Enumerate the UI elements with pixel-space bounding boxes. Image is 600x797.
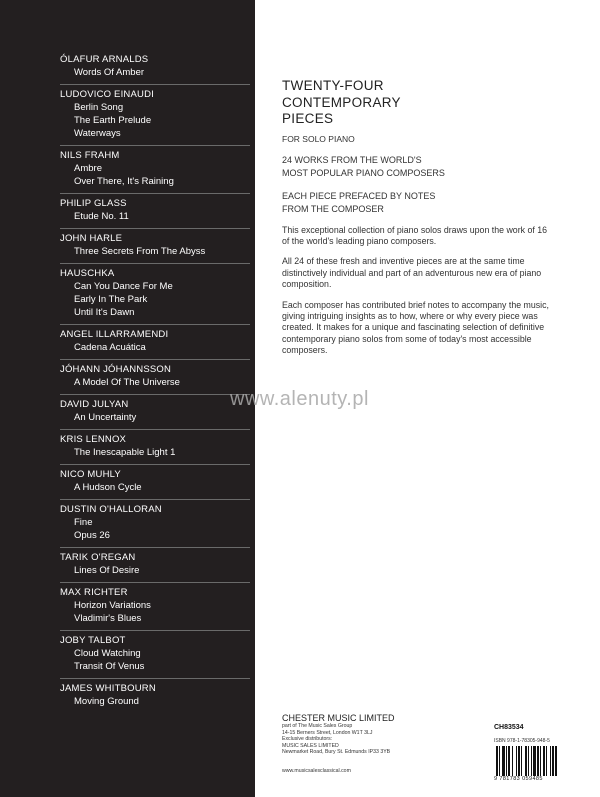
piece-title: Etude No. 11: [74, 211, 129, 222]
piece-title: Transit Of Venus: [74, 661, 145, 672]
piece-title: Opus 26: [74, 530, 110, 541]
piece-title: A Hudson Cycle: [74, 482, 142, 493]
piece-title: Three Secrets From The Abyss: [74, 246, 206, 257]
composer-entry: [60, 264, 250, 325]
composer-name: NILS FRAHM: [60, 150, 120, 161]
barcode-bar: [540, 746, 541, 776]
barcode-bar: [552, 746, 554, 776]
composer-entry: [60, 679, 250, 713]
composer-entry: [60, 50, 250, 85]
composer-entry: [60, 194, 250, 229]
composer-name: JOBY TALBOT: [60, 635, 126, 646]
composer-entry: [60, 360, 250, 395]
piece-title: The Earth Prelude: [74, 115, 152, 126]
title-line: CONTEMPORARY: [282, 94, 401, 110]
composer-entry: [60, 500, 250, 548]
piece-title: Waterways: [74, 128, 121, 139]
composer-name: ANGEL ILLARRAMENDI: [60, 329, 169, 340]
composer-entry: [60, 325, 250, 360]
barcode-bar: [506, 746, 507, 776]
barcode-bar: [537, 746, 539, 776]
tagline: [282, 154, 552, 180]
piece-title: Words Of Amber: [74, 67, 145, 78]
composer-name: PHILIP GLASS: [60, 198, 127, 209]
composer-name: LUDOVICO EINAUDI: [60, 89, 154, 100]
barcode-bar: [531, 746, 532, 776]
barcode-bar: [543, 746, 545, 776]
composer-entry: [60, 430, 250, 465]
piece-title: Horizon Variations: [74, 600, 151, 611]
description-paragraph: All 24 of these fresh and inventive pieces are at the same time distinctively individual and part of an adventurous new era of piano composition.: [282, 256, 542, 290]
piece-title: Cloud Watching: [74, 648, 141, 659]
preface-line: FROM THE COMPOSER: [282, 203, 384, 214]
piece-title: Until It's Dawn: [74, 307, 135, 318]
barcode-bar: [512, 746, 513, 776]
title-line: PIECES: [282, 111, 334, 126]
tagline-line: MOST POPULAR PIANO COMPOSERS: [282, 167, 445, 178]
description-paragraph: This exceptional collection of piano solos draws upon the work of 16 of the world's leading piano composers.: [282, 224, 548, 246]
piece-title: Cadena Acuática: [74, 342, 146, 353]
composer-entry: [60, 146, 250, 194]
barcode-number: 9 781783 059485: [494, 776, 543, 782]
composer-entry: [60, 465, 250, 500]
barcode-bar: [528, 746, 529, 776]
composer-name: TARIK O'REGAN: [60, 552, 136, 563]
publisher-line: MUSIC SALES LIMITED: [282, 742, 339, 749]
catalogue-number: CH83534: [494, 724, 524, 731]
piece-title: Early In The Park: [74, 294, 148, 305]
contents-list: [60, 50, 250, 713]
sidebar-contents-panel: [0, 0, 255, 797]
publisher-name: CHESTER MUSIC LIMITED: [282, 713, 395, 723]
title-line: TWENTY-FOUR: [282, 78, 384, 93]
composer-entry: [60, 548, 250, 583]
composer-entry: [60, 85, 250, 146]
composer-entry: [60, 583, 250, 631]
composer-name: JOHN HARLE: [60, 233, 123, 244]
publisher-line: part of The Music Sales Group: [282, 723, 353, 729]
piece-title: Lines Of Desire: [74, 565, 140, 576]
composer-name: JÓHANN JÓHANNSSON: [60, 364, 172, 375]
barcode-bar: [550, 746, 551, 776]
barcode-bar: [521, 746, 522, 776]
composer-entry: [60, 229, 250, 264]
composer-name: MAX RICHTER: [60, 587, 128, 598]
piece-title: Ambre: [74, 163, 102, 174]
barcode-bar: [533, 746, 536, 776]
book-title: [282, 78, 552, 128]
piece-title: Can You Dance For Me: [74, 281, 173, 292]
piece-title: Vladimir's Blues: [74, 613, 142, 624]
composer-entry: [60, 395, 250, 430]
publisher-url: www.musicsalesclassical.com: [282, 767, 351, 774]
isbn-number: ISBN 978-1-78305-948-5: [494, 738, 550, 744]
barcode-bar: [546, 746, 547, 776]
publisher-block: [282, 713, 472, 774]
piece-title: Moving Ground: [74, 696, 139, 707]
piece-title: The Inescapable Light 1: [74, 447, 176, 458]
tagline-line: 24 WORKS FROM THE WORLD'S: [282, 154, 422, 165]
piece-title: Over There, It's Raining: [74, 176, 174, 187]
composer-name: ÓLAFUR ARNALDS: [60, 54, 149, 65]
composer-name: JAMES WHITBOURN: [60, 683, 156, 694]
publisher-line: Newmarket Road, Bury St. Edmunds IP33 3YB: [282, 749, 391, 756]
barcode-bar: [499, 746, 500, 776]
composer-name: DUSTIN O'HALLORAN: [60, 504, 162, 515]
barcode-image: [496, 746, 584, 776]
barcode-bar: [508, 746, 510, 776]
piece-title: Fine: [74, 517, 93, 528]
barcode-bar: [502, 746, 505, 776]
piece-title: Berlin Song: [74, 102, 124, 113]
preface-line: EACH PIECE PREFACED BY NOTES: [282, 190, 436, 201]
composer-entry: [60, 631, 250, 679]
barcode-bar: [525, 746, 527, 776]
composer-name: DAVID JULYAN: [60, 399, 129, 410]
book-subtitle: FOR SOLO PIANO: [282, 133, 355, 144]
barcode-bar: [555, 746, 557, 776]
composer-name: HAUSCHKA: [60, 268, 115, 279]
watermark: www.alenuty.pl: [230, 388, 369, 410]
composer-name: KRIS LENNOX: [60, 434, 127, 445]
publisher-line: Exclusive distributors:: [282, 736, 333, 743]
barcode-bar: [518, 746, 520, 776]
description-paragraph: Each composer has contributed brief notes to accompany the music, giving intriguing insights as to how, where or why every piece was created. It makes for a unique and fascinating selection of definitive contemporary piano solos from some of today's most accessible composers.: [282, 299, 549, 356]
barcode-bar: [516, 746, 517, 776]
publisher-line: 14-15 Berners Street, London W1T 3LJ: [282, 729, 373, 736]
barcode-bar: [496, 746, 498, 776]
piece-title: A Model Of The Universe: [74, 377, 180, 388]
preface-note: [282, 190, 552, 216]
description-column: [282, 78, 552, 357]
composer-name: NICO MUHLY: [60, 469, 121, 480]
piece-title: An Uncertainty: [74, 412, 137, 423]
